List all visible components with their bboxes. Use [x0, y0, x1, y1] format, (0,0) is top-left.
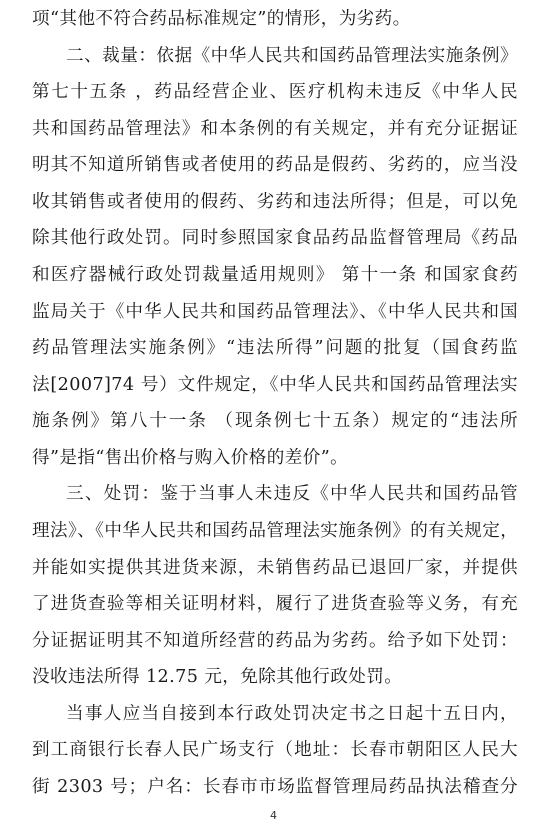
text-line-13: 得”是指“售出价格与购入价格的差价”。	[32, 448, 349, 468]
text-line-9: 监局关于《中华人民共和国药品管理法》、《中华人民共和国	[32, 302, 518, 322]
text-line-5: 明其不知道所销售或者使用的药品是假药、劣药的，应当没	[32, 155, 518, 175]
text-line-15: 理法》、《中华人民共和国药品管理法实施条例》的有关规定，	[32, 521, 519, 541]
text-line-7: 除其他行政处罚。同时参照国家食品药品监督管理局《药品	[32, 228, 518, 248]
text-line-18: 分证据证明其不知道所经营的药品为劣药。给予如下处罚：	[32, 631, 518, 651]
text-line-14: 三、处罚：鉴于当事人未违反《中华人民共和国药品管	[66, 484, 518, 504]
text-line-3: 第七十五条 ，药品经营企业、医疗机构未违反《中华人民	[32, 82, 518, 102]
text-line-6: 收其销售或者使用的假药、劣药和违法所得；但是，可以免	[32, 192, 518, 212]
text-line-20: 当事人应当自接到本行政处罚决定书之日起十五日内，	[66, 704, 518, 724]
text-line-19: 没收违法所得 12.75 元，免除其他行政处罚。	[32, 667, 403, 687]
text-line-22: 街 2303 号；户名：长春市市场监督管理局药品执法稽查分	[32, 777, 518, 797]
text-line-10: 药品管理法实施条例》“违法所得”问题的批复（国食药监	[32, 338, 518, 358]
text-line-11: 法[2007]74 号）文件规定，《中华人民共和国药品管理法实	[32, 375, 518, 395]
text-line-17: 了进货查验等相关证明材料，履行了进货查验等义务，有充	[32, 594, 518, 614]
text-line-16: 并能如实提供其进货来源，未销售药品已退回厂家，并提供	[32, 558, 518, 578]
text-line-4: 共和国药品管理法》和本条例的有关规定，并有充分证据证	[32, 119, 518, 139]
text-line-8: 和医疗器械行政处罚裁量适用规则》 第十一条 和国家食药	[32, 265, 518, 285]
text-line-12: 施条例》第八十一条 （现条例七十五条）规定的“违法所	[32, 411, 518, 431]
text-line-1: 项“其他不符合药品标准规定”的情形，为劣药。	[32, 9, 411, 29]
page-number: 4	[270, 809, 277, 822]
text-line-2: 二、裁量：依据《中华人民共和国药品管理法实施条例》	[66, 46, 518, 66]
text-line-21: 到工商银行长春人民广场支行（地址：长春市朝阳区人民大	[32, 740, 518, 760]
